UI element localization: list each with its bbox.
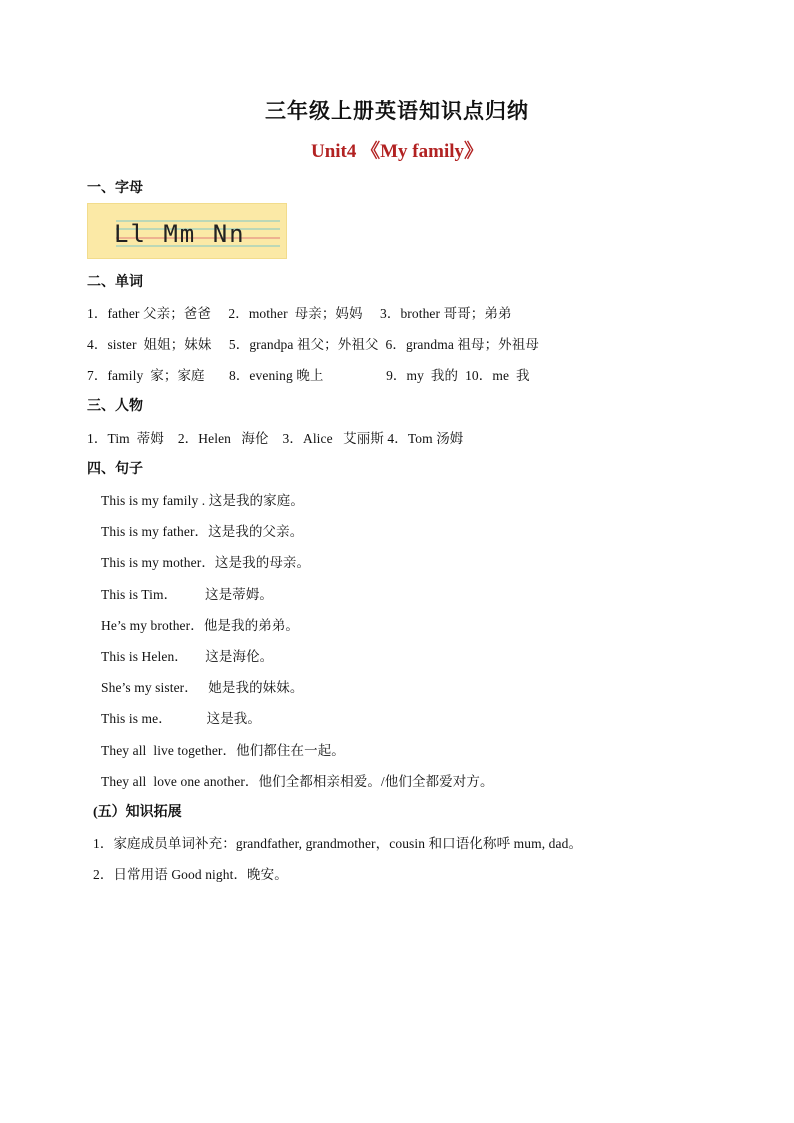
sentence-line: This is Tim． 这是蒂姆。 bbox=[101, 587, 274, 602]
section-heading-extension: (五）知识拓展 bbox=[93, 805, 182, 820]
sentence-line: This is my mother．这是我的母亲。 bbox=[101, 555, 311, 570]
people-line: 1．Tim 蒂姆 2．Helen 海伦 3．Alice 艾丽斯 4．Tom 汤姆 bbox=[87, 431, 464, 446]
alphabet-letters: Ll Mm Nn bbox=[114, 220, 246, 248]
word-line: 1．father 父亲；爸爸 2．mother 母亲；妈妈 3．brother 哥哥；弟弟 bbox=[87, 306, 512, 321]
section-heading-words: 二、单词 bbox=[87, 275, 143, 290]
sentence-line: This is Helen． 这是海伦。 bbox=[101, 649, 274, 664]
unit-title: Unit4 《My family》 bbox=[310, 141, 484, 162]
page-title: 三年级上册英语知识点归纳 bbox=[265, 99, 529, 123]
section-heading-letters: 一、字母 bbox=[87, 181, 143, 196]
extension-line: 2．日常用语 Good night．晚安。 bbox=[93, 867, 288, 882]
alphabet-card bbox=[87, 203, 287, 259]
section-heading-sentences: 四、句子 bbox=[87, 462, 143, 477]
section-heading-people: 三、人物 bbox=[87, 399, 143, 414]
sentence-line: This is my family . 这是我的家庭。 bbox=[101, 493, 304, 508]
sentence-line: They all love one another．他们全都相亲相爱。/他们全都爱对方。 bbox=[101, 774, 494, 789]
sentence-line: This is my father．这是我的父亲。 bbox=[101, 524, 304, 539]
word-line: 7．family 家；家庭 8．evening 晚上 9．my 我的 10．me 我 bbox=[87, 368, 530, 383]
sentence-line: They all live together．他们都住在一起。 bbox=[101, 743, 345, 758]
sentence-line: He’s my brother．他是我的弟弟。 bbox=[101, 618, 300, 633]
sentence-line: She’s my sister． 她是我的妹妹。 bbox=[101, 680, 304, 695]
word-line: 4．sister 姐姐；妹妹 5．grandpa 祖父；外祖父 6．grandma 祖母；外祖母 bbox=[87, 337, 539, 352]
alphabet-lines-graphic bbox=[88, 204, 288, 260]
sentence-line: This is me． 这是我。 bbox=[101, 711, 261, 726]
extension-line: 1．家庭成员单词补充：grandfather, grandmother，cousin 和口语化称呼 mum, dad。 bbox=[93, 836, 583, 851]
